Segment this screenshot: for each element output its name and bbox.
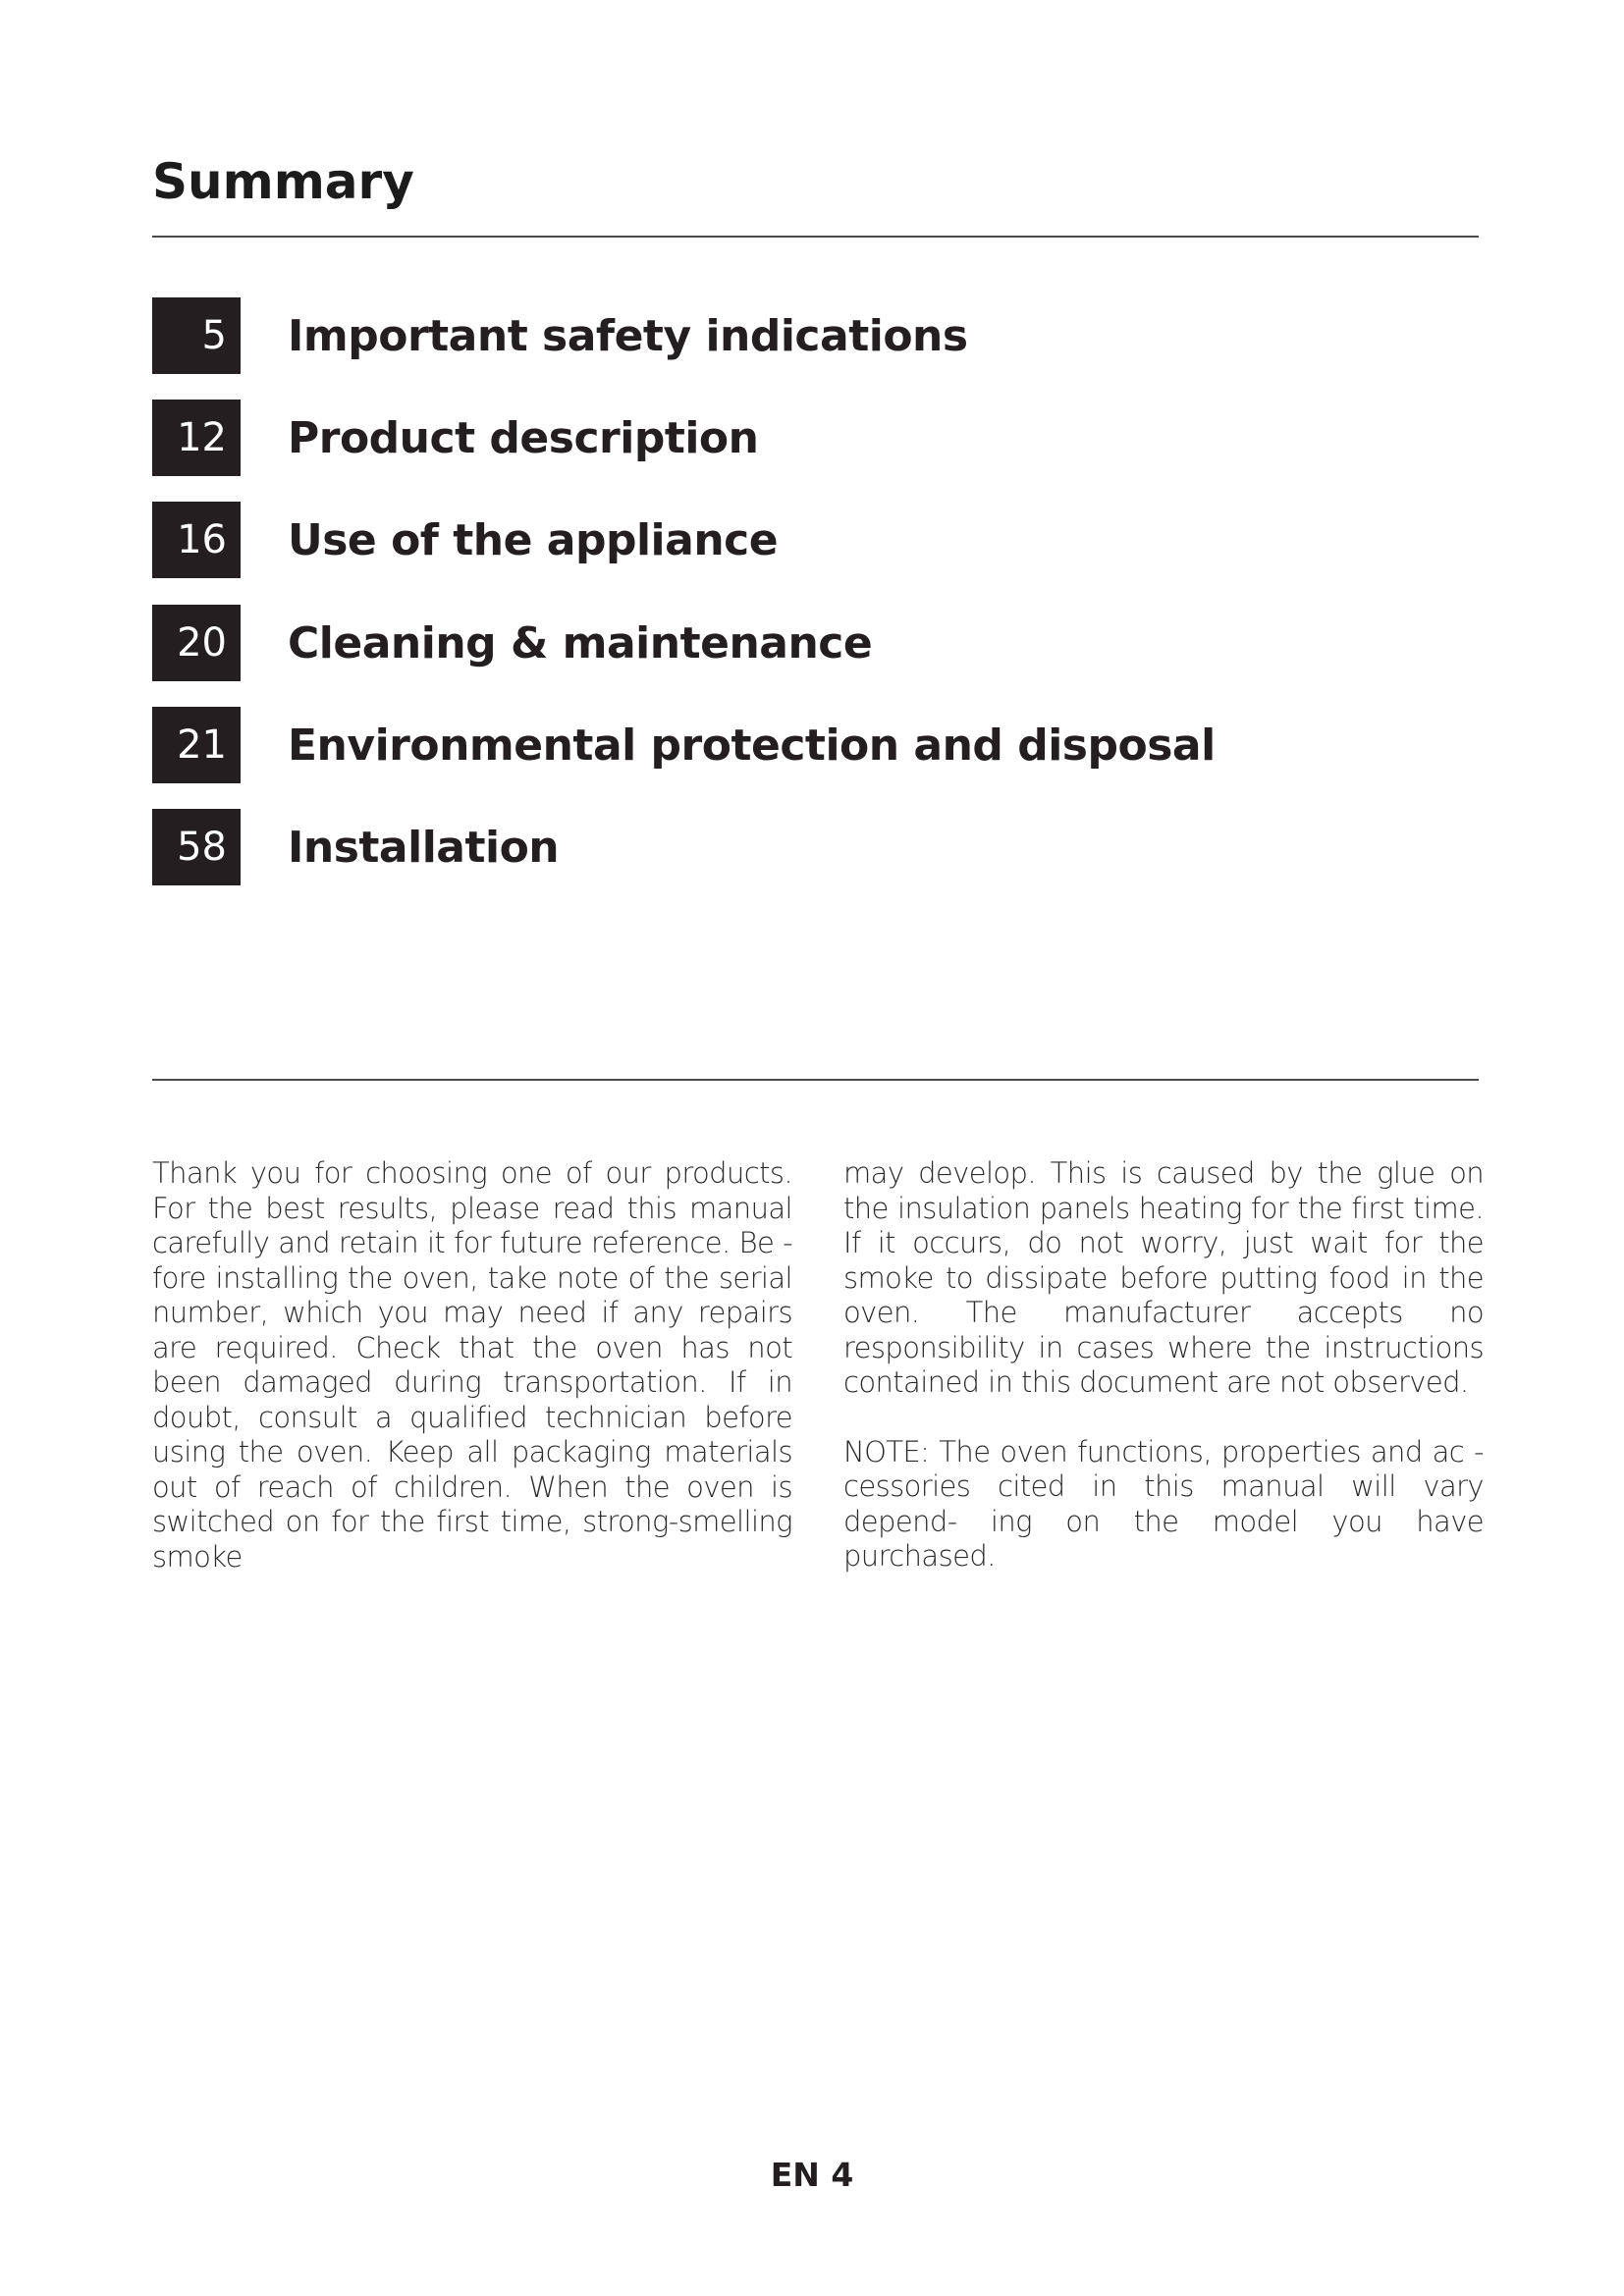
toc-item-cleaning[interactable]	[152, 605, 1479, 681]
toc-label: Cleaning & maintenance	[288, 617, 873, 668]
toc-label: Environmental protection and disposal	[288, 720, 1216, 771]
intro-paragraph: Thank you for choosing one of our products. For the best results, please read this manual carefully and retain it for future reference. Be - fore installing the oven, take note of the serial number, which you may need if any repairs are required. Check that the oven has not been damaged during transportation. If in doubt, consult a qualified technician before using the oven. Keep all packaging materials out of reach of children. When the oven is switched on for the first time, strong-smelling smoke	[152, 1156, 792, 1574]
toc-page-number: 20	[152, 605, 241, 681]
top-divider	[152, 236, 1479, 238]
toc-label: Product description	[288, 412, 759, 463]
note-paragraph: NOTE: The oven functions, properties and ac - cessories cited in this manual will vary depend- ing on the model you have purchased.	[843, 1434, 1484, 1573]
toc-item-product-description[interactable]	[152, 400, 1479, 476]
page-number: EN 4	[770, 2156, 854, 2194]
toc-item-use-of-appliance[interactable]	[152, 502, 1479, 578]
toc-page-number: 5	[152, 297, 241, 374]
intro-column-right	[843, 1156, 1484, 1575]
toc-label: Installation	[288, 822, 560, 873]
toc-item-installation[interactable]	[152, 809, 1479, 885]
page-title: Summary	[152, 153, 414, 210]
intro-paragraph: may develop. This is caused by the glue on the insulation panels heating for the first time. If it occurs, do not worry, just wait for the smoke to dissipate before putting food in the oven. The manufacturer accepts no responsibility in cases where the instructions contained in this document are not observed.	[843, 1156, 1484, 1399]
section-divider	[152, 1079, 1479, 1081]
toc-label: Use of the appliance	[288, 514, 779, 565]
toc-page-number: 16	[152, 502, 241, 578]
toc-item-environmental[interactable]	[152, 707, 1479, 783]
toc-page-number: 58	[152, 809, 241, 885]
toc-item-safety[interactable]	[152, 297, 1479, 374]
toc-label: Important safety indications	[288, 310, 968, 361]
intro-column-left	[152, 1156, 792, 1575]
toc-page-number: 21	[152, 707, 241, 783]
toc-page-number: 12	[152, 400, 241, 476]
